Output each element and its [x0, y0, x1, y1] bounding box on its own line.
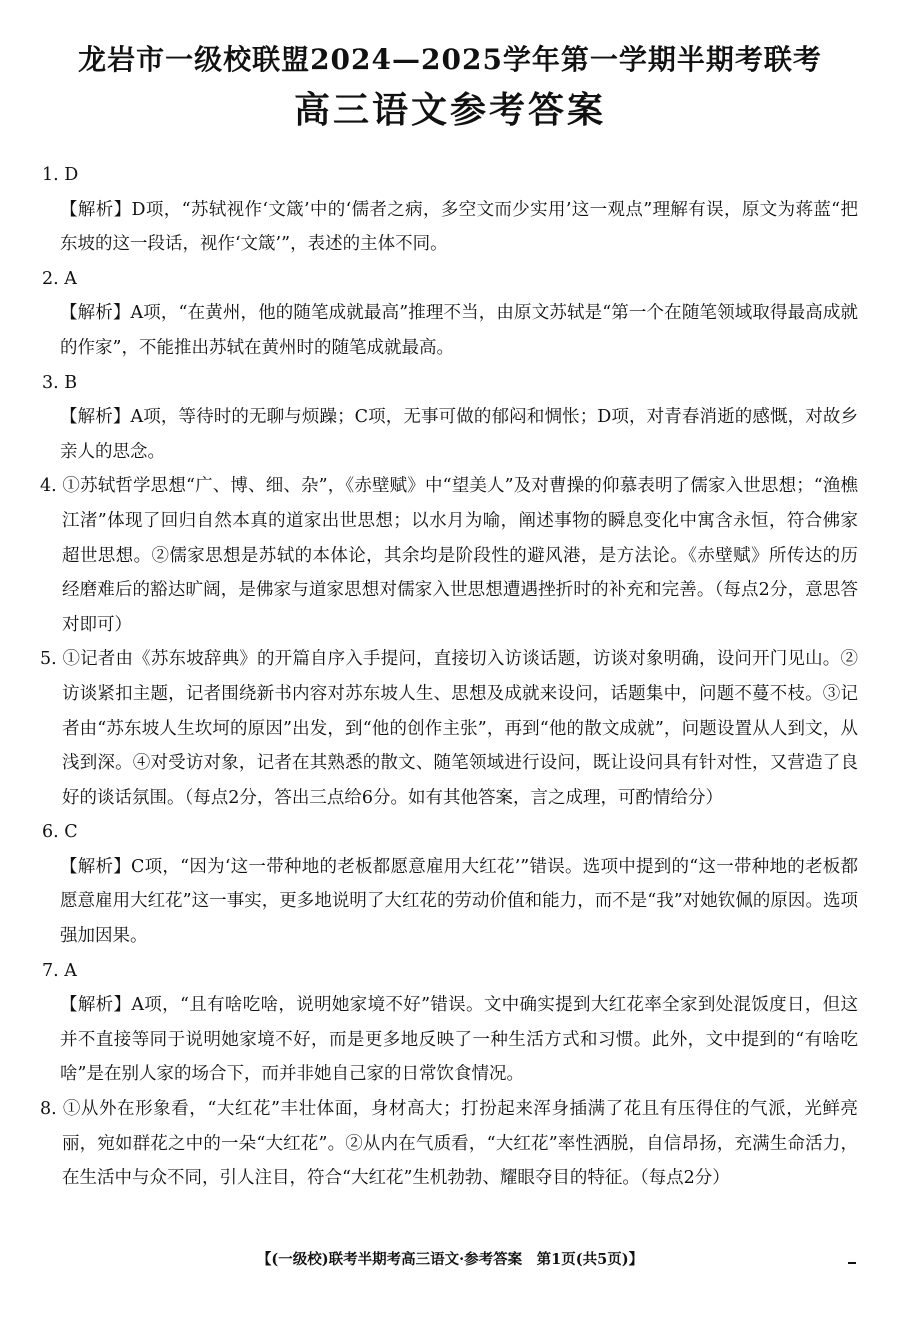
answer-label: 2. A: [42, 268, 77, 289]
explanation-text: 【解析】A项，“且有啥吃啥，说明她家境不好”错误。文中确实提到大红花率全家到处混饭度日，但这并不直接等同于说明她家境不好，而是更多地反映了一种生活方式和习惯。此外，文中提到的“有啥吃啥”是在别人家的场合下，而并非她自己家的日常饮食情况。: [60, 995, 858, 1085]
question-4: 4. ①苏轼哲学思想“广、博、细、杂”，《赤壁赋》中“望美人”及对曹操的仰慕表明了儒家入世思想；“渔樵江渚”体现了回归自然本真的道家出世思想；以水月为喻，阐述事物的瞬息变化中寓含永恒，符合佛家超世思想。②儒家思想是苏轼的本体论，其余均是阶段性的避风港，是方法论。《赤壁赋》所传达的历经磨难后的豁达旷阔，是佛家与道家思想对儒家入世思想遭遇挫折时的补充和完善。（每点2分，意思答对即可）: [40, 476, 858, 635]
question-6: [40, 815, 858, 953]
question-3: [40, 366, 858, 470]
answer-label: 1. D: [42, 165, 79, 185]
question-2: [40, 262, 858, 366]
explanation-text: 【解析】A项，“在黄州，他的随笔成就最高”推理不当，由原文苏轼是“第一个在随笔领域取得最高成就的作家”，不能推出苏轼在黄州时的随笔成就最高。: [60, 303, 858, 358]
question-7: [40, 954, 858, 1092]
explanation-text: 【解析】D项，“苏轼视作‘文箴’中的‘儒者之病，多空文而少实用’这一观点”理解有误，原文为蒋蓝“把东坡的这一段话，视作‘文箴’”，表述的主体不同。: [60, 199, 858, 255]
answer-label: 6. C: [42, 822, 78, 843]
answer-label: 3. B: [42, 372, 78, 393]
question-1: [40, 158, 858, 262]
answer-list: [40, 158, 858, 1196]
question-8: 8. ①从外在形象看，“大红花”丰壮体面，身材高大；打扮起来浑身插满了花且有压得住的气派，光鲜亮丽，宛如群花之中的一朵“大红花”。②从内在气质看，“大红花”率性洒脱，自信昂扬，充满生命活力，在生活中与众不同，引人注目，符合“大红花”生机勃勃、耀眼夺目的特征。（每点2分）: [40, 1099, 858, 1189]
document-title: 高三语文参考答案: [293, 89, 606, 131]
question-5: 5. ①记者由《苏东坡辞典》的开篇自序入手提问，直接切入访谈话题，访谈对象明确，设问开门见山。②访谈紧扣主题，记者围绕新书内容对苏东坡人生、思想及成就来设问，话题集中，问题不蔓不枝。③记者由“苏东坡人生坎坷的原因”出发，到“他的创作主张”，再到“他的散文成就”，问题设置从人到文，从浅到深。④对受访对象，记者在其熟悉的散文、随笔领域进行设问，既让设问具有针对性，又营造了良好的谈话氛围。（每点2分，答出三点给6分。如有其他答案，言之成理，可酌情给分）: [40, 649, 858, 808]
explanation-text: 【解析】C项，“因为‘这一带种地的老板都愿意雇用大红花’”错误。选项中提到的“这一带种地的老板都愿意雇用大红花”这一事实，更多地说明了大红花的劳动价值和能力，而不是“我”对她钦佩的原因。选项强加因果。: [60, 856, 858, 947]
exam-title: 龙岩市一级校联盟2024—2025学年第一学期半期考联考: [78, 43, 822, 76]
explanation-text: 【解析】A项，等待时的无聊与烦躁；C项，无事可做的郁闷和惆怅；D项，对青春消逝的感慨，对故乡亲人的思念。: [60, 407, 858, 462]
corner-dash-mark: [848, 1262, 856, 1264]
page-footer: 【(一级校)联考半期考高三语文·参考答案 第1页(共5页)】: [256, 1251, 644, 1268]
answer-label: 7. A: [42, 960, 77, 981]
